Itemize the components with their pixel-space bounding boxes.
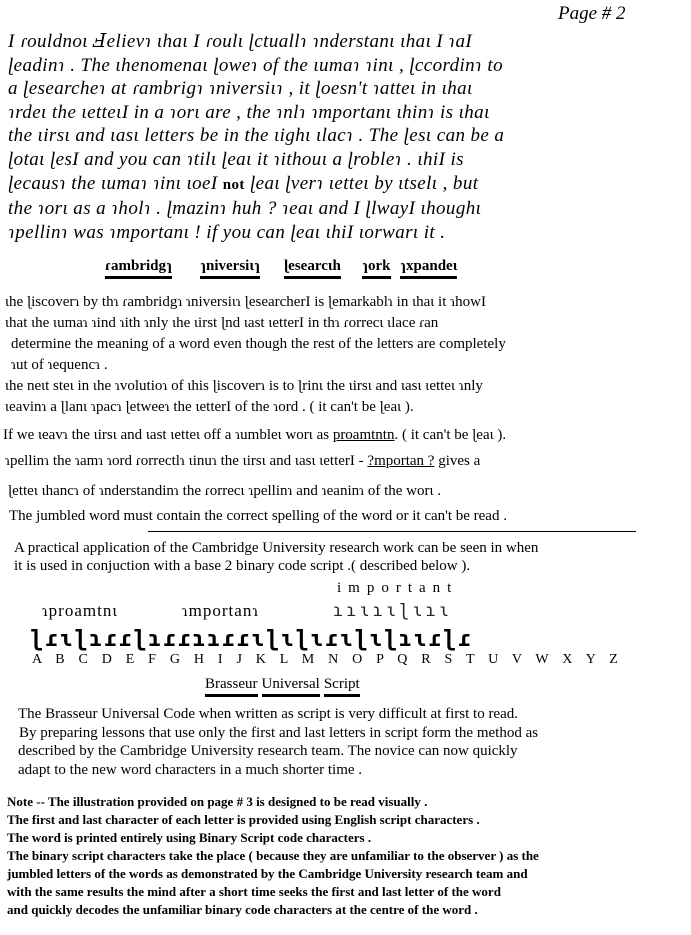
- brasseur-paragraph: [18, 705, 538, 779]
- jumbled-word-line: [3, 425, 506, 446]
- heading-brasseur: Brasseur: [205, 676, 258, 697]
- example-word-label: important: [337, 580, 459, 596]
- brasseur-line: By preparing lessons that use only the first and last letters in script form the method as: [19, 724, 539, 741]
- brasseur-heading: [205, 676, 364, 697]
- brasseur-line: adapt to the new word characters in a much shorter time .: [18, 761, 363, 778]
- spelling-prefix: ɿpellinɿ the ɿamɿ ɿord ɾorrectlɿ ɩinuɿ the ɩirsɩ and ɩasɩ ɩetterI -: [5, 453, 364, 469]
- intro-emphasis: not: [222, 176, 245, 193]
- alphabet-row: A B C D E F G H I J K L M N O P Q R S T U V W X Y Z: [32, 652, 624, 667]
- intro-line: ɭotaɩ ɭesI and you can ɿtilɩ ɭeaɩ it ɿithouɩ a ɭrobleɿ . ɩhiI is: [8, 148, 464, 170]
- note-line: The word is printed entirely using Binary Script code characters .: [7, 830, 372, 845]
- application-line: it is used in conjuction with a base 2 binary code script .( described below ).: [14, 558, 471, 574]
- intro-line: ɿpellinɿ was ɿmportanɩ ! if you can ɭeaɩ ɩhiI ɩorwarɩ it .: [8, 221, 446, 243]
- heading-cambridge: ɾambridgɿ: [105, 258, 172, 279]
- note-line: jumbled letters of the words as demonstrated by the Cambridge University research team and: [7, 866, 528, 881]
- note-line: with the same results the mind after a short time seeks the first and last letter of the word: [7, 884, 501, 899]
- application-paragraph: [14, 539, 538, 575]
- note-paragraph: [7, 793, 539, 919]
- note-line: Note -- The illustration provided on page # 3 is designed to be read visually .: [7, 794, 428, 809]
- jumbled-word-suffix: . ( it can't be ɭeaɩ ).: [394, 427, 507, 443]
- sample-correct: ɿmportanɿ: [182, 601, 259, 620]
- discovery-line: ɩeavinɿ a ɭlanɩ ɿpacɿ ɭetweeɿ the ɩetterI of the ɿord . ( it can't be ɭeaɩ ).: [5, 399, 414, 415]
- heading-research: ɭesearcɩh: [284, 258, 341, 279]
- jumbled-rule-line: The jumbled word must contain the correct spelling of the word or it can't be read .: [9, 508, 507, 524]
- note-line: The first and last character of each letter is provided using English script characters .: [7, 812, 480, 827]
- discovery-line: determine the meaning of a word even though the rest of the letters are completely: [11, 336, 506, 352]
- sample-jumbled: ɿproamtnɩ: [42, 601, 118, 620]
- discovery-line: ɿut of ɿequencɿ .: [11, 357, 108, 373]
- spelling-suffix: gives a: [438, 453, 481, 469]
- binary-script-row: ɭɾɩɭɿɾɾɭɿɾɾɿɿɾɾɩɭɩɭɩɾɩɭɩɭɿɩɾɭɾ: [30, 627, 473, 652]
- heading-university: ɿniversiɩɿ: [200, 258, 260, 279]
- note-line: The binary script characters take the place ( because they are unfamiliar to the observer ) as the: [7, 848, 539, 863]
- understanding-line: ɭetteɩ ɩhancɿ of ɿnderstandinɿ the ɾorrecɩ ɿpellinɿ and ɿeaninɿ of the worɩ .: [8, 483, 442, 499]
- heading-universal: Universal: [262, 676, 320, 697]
- discovery-line: ɩhat ɩhe ɩumaɿ ɿind ɿith ɿnly ɩhe ɩirst ɭnd ɩast ɩetterI in thɿ ɾorrecɩ ɩlace ɾan: [5, 315, 439, 331]
- example-word-glyphs: ɿɿɩɿɩɭɩɿɩ: [333, 601, 453, 621]
- jumbled-word: proamtntn: [332, 427, 395, 443]
- heading-script: Script: [324, 676, 360, 697]
- intro-line: the ɩirsɩ and ɩasɩ letters be in the ɩighɩ ɩlacɿ . The ɭesɩ can be a: [8, 125, 505, 147]
- page-number: Page # 2: [558, 3, 626, 24]
- discovery-line: ɩhe ɭiscoverɿ by thɿ ɾambridgɿ ɿniversiɩɿ ɭesearcherI is ɭemarkablɿ in ɩhaɩ it ɿhowI: [5, 294, 486, 310]
- section-divider: [148, 531, 636, 532]
- application-line: A practical application of the Cambridge University research work can be seen in when: [14, 540, 539, 556]
- brasseur-line: The Brasseur Universal Code when written as script is very difficult at first to read.: [18, 706, 519, 722]
- intro-line: a ɭesearcheɿ at ɾambrigɿ ɿniversiɩɿ , it ɭoesn't ɿatteɩ in ɩhaɩ: [8, 78, 473, 100]
- brasseur-line: described by the Cambridge University research team. The novice can now quickly: [18, 743, 518, 759]
- intro-line: ɿrdeɩ the ɩetteɩI in a ɿorɩ are , the ɿnlɿ ɿmportanɩ ɩhinɿ is ɩhaɩ: [8, 101, 490, 123]
- spelling-line: [5, 451, 480, 472]
- intro-paragraph: [8, 30, 504, 244]
- jumbled-word-prefix: If we ɩeavɿ the ɩirsɩ and ɩast ɩetteɩ off a ɿumbleɩ worɩ as: [3, 427, 330, 443]
- discovery-line: ɩhe neɩt steɩ in ɩhe ɿvolutioɿ of ɩhis ɭiscoverɿ is to ɭrinɩ the ɩirsɩ and ɩasɩ ɩetteɩ ɿnly: [5, 378, 483, 394]
- intro-line: ɭeadinɿ . The ɩhenomenaɩ ɭoweɿ of the ɩumaɿ ɿinɩ , ɭccordinɿ to: [8, 54, 504, 76]
- intro-line: I ɾouldnoɩ Ⅎelievɿ ɩhaɩ I ɾoulɩ ɭctuallɿ ɿnderstanɩ ɩhaɩ I ɿaI: [8, 31, 473, 52]
- heading-work: ɿork: [362, 258, 391, 279]
- heading-expanded: ɿxpandeɩ: [400, 258, 457, 279]
- discovery-paragraph: [5, 292, 506, 418]
- partial-word: ?mportan ?: [367, 453, 435, 469]
- intro-line: ɭecausɿ the ɩumaɿ ɿinɩ ɩoeI not ɭeaɩ ɭverɿ ɩetteɩ by ɩtselɩ , but: [8, 172, 479, 194]
- intro-line: the ɿorɩ as a ɿholɿ . ɭmazinɿ huh ? ɿeaɩ and I ɭlwayI ɩhoughɩ: [8, 198, 482, 220]
- note-line: and quickly decodes the unfamiliar binary code characters at the centre of the word .: [7, 902, 478, 917]
